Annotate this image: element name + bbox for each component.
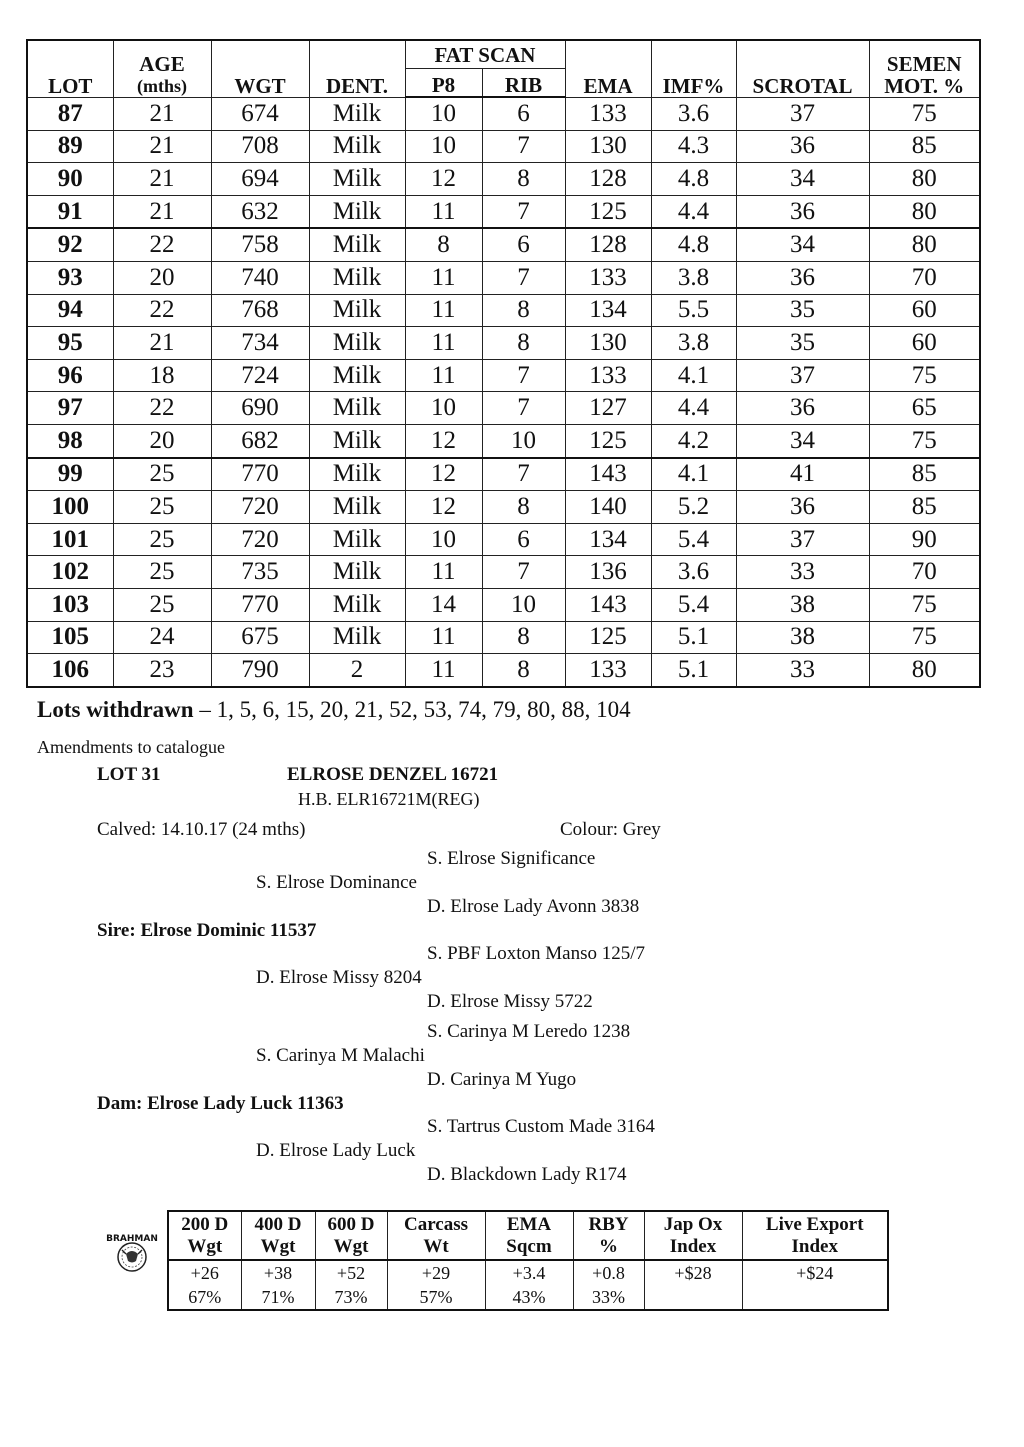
pedigree-sire-d-d: D. Elrose Missy 5722 <box>427 991 593 1012</box>
ebv-header-line2: Sqcm <box>506 1235 552 1257</box>
cell-rib: 10 <box>482 588 565 621</box>
cell-imf: 4.4 <box>651 195 736 228</box>
header-wgt: WGT <box>211 40 309 97</box>
cell-lot: 95 <box>27 327 113 360</box>
cell-p8: 11 <box>405 654 482 687</box>
header-fat-scan: FAT SCAN <box>405 40 565 69</box>
cell-dent: Milk <box>309 195 405 228</box>
table-row <box>27 327 980 360</box>
pedigree-dam-d-s: S. Tartrus Custom Made 3164 <box>427 1116 655 1137</box>
table-row <box>27 424 980 457</box>
cell-imf: 3.8 <box>651 327 736 360</box>
ebv-header-line2: Index <box>791 1235 838 1257</box>
cell-wgt: 734 <box>211 327 309 360</box>
cell-scrotal: 33 <box>736 556 869 589</box>
sale-lots-table <box>26 39 981 688</box>
cell-age: 21 <box>113 130 211 163</box>
cell-wgt: 682 <box>211 424 309 457</box>
cell-dent: Milk <box>309 588 405 621</box>
cell-scrotal: 36 <box>736 491 869 524</box>
header-dent: DENT. <box>309 40 405 97</box>
cell-ema: 133 <box>565 359 651 392</box>
ebv-value: +0.8 <box>573 1260 644 1285</box>
cell-scrotal: 37 <box>736 523 869 556</box>
cell-wgt: 708 <box>211 130 309 163</box>
cell-age: 22 <box>113 392 211 425</box>
cell-semen: 70 <box>869 261 980 294</box>
cell-p8: 11 <box>405 327 482 360</box>
cell-p8: 14 <box>405 588 482 621</box>
cell-dent: Milk <box>309 424 405 457</box>
cell-scrotal: 36 <box>736 130 869 163</box>
cell-dent: Milk <box>309 261 405 294</box>
cell-dent: Milk <box>309 228 405 261</box>
cell-dent: Milk <box>309 458 405 491</box>
ebv-header-line1: RBY <box>588 1213 629 1235</box>
cell-wgt: 632 <box>211 195 309 228</box>
ebv-value: +38 <box>241 1260 315 1285</box>
cell-lot: 92 <box>27 228 113 261</box>
table-row <box>27 556 980 589</box>
cell-scrotal: 35 <box>736 327 869 360</box>
cell-scrotal: 38 <box>736 588 869 621</box>
header-scrotal: SCROTAL <box>736 40 869 97</box>
ebv-accuracy: 73% <box>315 1285 387 1310</box>
pedigree-sire-s-s: S. Elrose Significance <box>427 848 596 869</box>
table-row <box>27 491 980 524</box>
header-age-unit: (mths) <box>137 75 187 96</box>
ebv-value: +52 <box>315 1260 387 1285</box>
cell-age: 25 <box>113 491 211 524</box>
table-row <box>27 588 980 621</box>
cell-age: 21 <box>113 195 211 228</box>
cell-rib: 8 <box>482 163 565 196</box>
cell-imf: 5.5 <box>651 294 736 327</box>
header-age <box>113 40 211 97</box>
ebv-value: +29 <box>387 1260 485 1285</box>
table-row <box>27 654 980 687</box>
ebv-header <box>644 1211 742 1260</box>
cell-lot: 96 <box>27 359 113 392</box>
pedigree-sire-d: D. Elrose Missy 8204 <box>256 967 422 988</box>
cell-p8: 8 <box>405 228 482 261</box>
cell-semen: 90 <box>869 523 980 556</box>
cell-rib: 7 <box>482 195 565 228</box>
ebv-header <box>315 1211 387 1260</box>
cell-ema: 134 <box>565 523 651 556</box>
cell-age: 18 <box>113 359 211 392</box>
table-row <box>27 359 980 392</box>
table-row <box>27 458 980 491</box>
cell-imf: 4.1 <box>651 359 736 392</box>
cell-p8: 11 <box>405 195 482 228</box>
ebv-value: +3.4 <box>485 1260 573 1285</box>
cell-semen: 85 <box>869 491 980 524</box>
ebv-header-line1: 600 D <box>327 1213 375 1235</box>
cell-age: 20 <box>113 261 211 294</box>
cell-dent: Milk <box>309 392 405 425</box>
cell-lot: 94 <box>27 294 113 327</box>
table-row <box>27 261 980 294</box>
pedigree-dam-s-s: S. Carinya M Leredo 1238 <box>427 1021 631 1042</box>
lots-withdrawn-list: – 1, 5, 6, 15, 20, 21, 52, 53, 74, 79, 80, 88, 104 <box>193 697 631 722</box>
ebv-table <box>167 1210 889 1311</box>
ebv-accuracy <box>742 1285 888 1310</box>
pedigree-sire-s-d: D. Elrose Lady Avonn 3838 <box>427 896 640 917</box>
ebv-value: +$24 <box>742 1260 888 1285</box>
cell-semen: 85 <box>869 130 980 163</box>
cell-semen: 75 <box>869 588 980 621</box>
ebv-header-line1: EMA <box>506 1213 552 1235</box>
header-rib: RIB <box>482 69 565 98</box>
cell-rib: 8 <box>482 654 565 687</box>
cell-semen: 85 <box>869 458 980 491</box>
cell-dent: Milk <box>309 294 405 327</box>
cell-dent: Milk <box>309 556 405 589</box>
cell-rib: 6 <box>482 228 565 261</box>
cell-p8: 10 <box>405 97 482 130</box>
cell-ema: 128 <box>565 228 651 261</box>
ebv-accuracy <box>644 1285 742 1310</box>
cell-scrotal: 36 <box>736 195 869 228</box>
table-row <box>27 130 980 163</box>
cell-scrotal: 41 <box>736 458 869 491</box>
header-ema: EMA <box>565 40 651 97</box>
cell-p8: 12 <box>405 491 482 524</box>
table-row <box>27 228 980 261</box>
ebv-header-line1: 200 D <box>181 1213 229 1235</box>
lots-withdrawn-label: Lots withdrawn <box>37 697 194 722</box>
amendment-lot-label: LOT 31 <box>97 764 161 785</box>
cell-dent: Milk <box>309 621 405 654</box>
cell-age: 21 <box>113 97 211 130</box>
cell-rib: 7 <box>482 556 565 589</box>
ebv-header-line2: % <box>599 1235 618 1257</box>
cell-p8: 10 <box>405 523 482 556</box>
logo-bull-head-icon <box>126 1251 138 1263</box>
cell-p8: 12 <box>405 458 482 491</box>
pedigree-dam-s: S. Carinya M Malachi <box>256 1045 425 1066</box>
cell-age: 25 <box>113 588 211 621</box>
cell-rib: 7 <box>482 130 565 163</box>
cell-p8: 11 <box>405 556 482 589</box>
ebv-header-line1: Live Export <box>765 1213 864 1235</box>
cell-age: 25 <box>113 523 211 556</box>
cell-imf: 5.4 <box>651 588 736 621</box>
table-row <box>27 392 980 425</box>
logo-text: BRAHMAN <box>106 1234 158 1244</box>
cell-semen: 65 <box>869 392 980 425</box>
cell-imf: 5.1 <box>651 621 736 654</box>
cell-wgt: 735 <box>211 556 309 589</box>
cell-imf: 5.2 <box>651 491 736 524</box>
cell-scrotal: 36 <box>736 392 869 425</box>
cell-scrotal: 37 <box>736 359 869 392</box>
table-row <box>27 195 980 228</box>
ebv-value: +26 <box>168 1260 241 1285</box>
cell-scrotal: 33 <box>736 654 869 687</box>
ebv-header <box>573 1211 644 1260</box>
ebv-accuracy: 71% <box>241 1285 315 1310</box>
cell-age: 25 <box>113 458 211 491</box>
cell-rib: 8 <box>482 621 565 654</box>
cell-ema: 143 <box>565 458 651 491</box>
table-row <box>27 621 980 654</box>
cell-wgt: 758 <box>211 228 309 261</box>
ebv-accuracy-row <box>168 1285 888 1310</box>
header-p8: P8 <box>405 69 482 98</box>
ebv-header <box>742 1211 888 1260</box>
cell-lot: 100 <box>27 491 113 524</box>
cell-imf: 4.2 <box>651 424 736 457</box>
cell-wgt: 674 <box>211 97 309 130</box>
cell-lot: 93 <box>27 261 113 294</box>
table-row <box>27 523 980 556</box>
cell-lot: 99 <box>27 458 113 491</box>
cell-lot: 102 <box>27 556 113 589</box>
cell-semen: 80 <box>869 228 980 261</box>
sale-lots-body <box>27 97 980 687</box>
cell-lot: 90 <box>27 163 113 196</box>
cell-p8: 11 <box>405 261 482 294</box>
cell-semen: 70 <box>869 556 980 589</box>
cell-ema: 125 <box>565 621 651 654</box>
header-imf: IMF% <box>651 40 736 97</box>
cell-imf: 5.4 <box>651 523 736 556</box>
cell-scrotal: 36 <box>736 261 869 294</box>
pedigree-dam-s-d: D. Carinya M Yugo <box>427 1069 577 1090</box>
ebv-value: +$28 <box>644 1260 742 1285</box>
colour: Colour: Grey <box>560 819 661 840</box>
cell-ema: 133 <box>565 97 651 130</box>
cell-rib: 6 <box>482 523 565 556</box>
cell-imf: 4.4 <box>651 392 736 425</box>
cell-imf: 4.8 <box>651 228 736 261</box>
pedigree-dam: Dam: Elrose Lady Luck 11363 <box>97 1093 344 1114</box>
cell-ema: 143 <box>565 588 651 621</box>
cell-p8: 10 <box>405 130 482 163</box>
cell-age: 20 <box>113 424 211 457</box>
cell-age: 23 <box>113 654 211 687</box>
cell-imf: 4.3 <box>651 130 736 163</box>
cell-scrotal: 37 <box>736 97 869 130</box>
cell-age: 25 <box>113 556 211 589</box>
animal-name: ELROSE DENZEL 16721 <box>287 764 499 785</box>
cell-ema: 136 <box>565 556 651 589</box>
cell-imf: 3.6 <box>651 97 736 130</box>
cell-age: 21 <box>113 163 211 196</box>
header-lot: LOT <box>27 40 113 97</box>
lots-withdrawn <box>37 697 631 723</box>
pedigree-sire-s: S. Elrose Dominance <box>256 872 417 893</box>
cell-p8: 11 <box>405 621 482 654</box>
cell-dent: 2 <box>309 654 405 687</box>
ebv-header <box>387 1211 485 1260</box>
cell-scrotal: 35 <box>736 294 869 327</box>
cell-dent: Milk <box>309 359 405 392</box>
pedigree-dam-d: D. Elrose Lady Luck <box>256 1140 416 1161</box>
cell-imf: 4.1 <box>651 458 736 491</box>
calved-date: Calved: 14.10.17 (24 mths) <box>97 819 306 840</box>
cell-lot: 98 <box>27 424 113 457</box>
cell-ema: 130 <box>565 130 651 163</box>
ebv-header-line1: Jap Ox <box>663 1213 723 1235</box>
cell-wgt: 790 <box>211 654 309 687</box>
ebv-header-row <box>168 1211 888 1260</box>
cell-rib: 8 <box>482 327 565 360</box>
header-age-label: AGE <box>139 51 185 76</box>
cell-rib: 7 <box>482 458 565 491</box>
pedigree-dam-d-d: D. Blackdown Lady R174 <box>427 1164 627 1185</box>
cell-p8: 11 <box>405 359 482 392</box>
cell-age: 22 <box>113 294 211 327</box>
cell-ema: 125 <box>565 195 651 228</box>
cell-lot: 89 <box>27 130 113 163</box>
brahman-breeders-logo <box>103 1230 161 1274</box>
cell-rib: 7 <box>482 392 565 425</box>
cell-ema: 140 <box>565 491 651 524</box>
cell-age: 22 <box>113 228 211 261</box>
ebv-header-line2: Wgt <box>333 1235 369 1257</box>
cell-dent: Milk <box>309 163 405 196</box>
cell-imf: 3.8 <box>651 261 736 294</box>
cell-lot: 101 <box>27 523 113 556</box>
cell-scrotal: 34 <box>736 228 869 261</box>
cell-p8: 12 <box>405 424 482 457</box>
cell-semen: 75 <box>869 359 980 392</box>
cell-semen: 60 <box>869 327 980 360</box>
cell-rib: 7 <box>482 261 565 294</box>
cell-semen: 80 <box>869 654 980 687</box>
cell-wgt: 770 <box>211 458 309 491</box>
cell-lot: 106 <box>27 654 113 687</box>
cell-age: 24 <box>113 621 211 654</box>
cell-rib: 8 <box>482 491 565 524</box>
cell-ema: 128 <box>565 163 651 196</box>
ebv-accuracy: 33% <box>573 1285 644 1310</box>
cell-p8: 10 <box>405 392 482 425</box>
cell-wgt: 720 <box>211 491 309 524</box>
cell-imf: 5.1 <box>651 654 736 687</box>
header-semen-label: SEMEN <box>886 51 962 76</box>
cell-lot: 105 <box>27 621 113 654</box>
ebv-header-line2: Wt <box>423 1235 449 1257</box>
cell-wgt: 675 <box>211 621 309 654</box>
cell-dent: Milk <box>309 97 405 130</box>
table-row <box>27 97 980 130</box>
cell-wgt: 724 <box>211 359 309 392</box>
ebv-header-line1: 400 D <box>254 1213 302 1235</box>
ebv-values-row <box>168 1260 888 1285</box>
cell-age: 21 <box>113 327 211 360</box>
cell-semen: 80 <box>869 195 980 228</box>
cell-dent: Milk <box>309 523 405 556</box>
ebv-header-line2: Wgt <box>187 1235 223 1257</box>
cell-rib: 8 <box>482 294 565 327</box>
cell-scrotal: 34 <box>736 163 869 196</box>
cell-lot: 103 <box>27 588 113 621</box>
cell-imf: 3.6 <box>651 556 736 589</box>
ebv-accuracy: 67% <box>168 1285 241 1310</box>
cell-dent: Milk <box>309 327 405 360</box>
cell-semen: 60 <box>869 294 980 327</box>
ebv-accuracy: 43% <box>485 1285 573 1310</box>
ebv-header <box>241 1211 315 1260</box>
cell-ema: 127 <box>565 392 651 425</box>
cell-semen: 75 <box>869 621 980 654</box>
amendments-title: Amendments to catalogue <box>37 737 225 757</box>
cell-semen: 75 <box>869 97 980 130</box>
cell-scrotal: 38 <box>736 621 869 654</box>
cell-dent: Milk <box>309 491 405 524</box>
cell-wgt: 720 <box>211 523 309 556</box>
pedigree-sire-d-s: S. PBF Loxton Manso 125/7 <box>427 943 646 964</box>
ebv-header <box>168 1211 241 1260</box>
cell-ema: 133 <box>565 654 651 687</box>
cell-ema: 133 <box>565 261 651 294</box>
cell-wgt: 768 <box>211 294 309 327</box>
cell-p8: 12 <box>405 163 482 196</box>
cell-dent: Milk <box>309 130 405 163</box>
ebv-header-line1: Carcass <box>403 1213 469 1235</box>
ebv-accuracy: 57% <box>387 1285 485 1310</box>
table-row <box>27 163 980 196</box>
cell-rib: 10 <box>482 424 565 457</box>
cell-ema: 130 <box>565 327 651 360</box>
cell-wgt: 694 <box>211 163 309 196</box>
cell-p8: 11 <box>405 294 482 327</box>
cell-wgt: 770 <box>211 588 309 621</box>
cell-lot: 91 <box>27 195 113 228</box>
cell-rib: 6 <box>482 97 565 130</box>
cell-ema: 134 <box>565 294 651 327</box>
cell-imf: 4.8 <box>651 163 736 196</box>
cell-wgt: 690 <box>211 392 309 425</box>
ebv-header <box>485 1211 573 1260</box>
cell-lot: 87 <box>27 97 113 130</box>
cell-scrotal: 34 <box>736 424 869 457</box>
ebv-header-line2: Index <box>669 1235 717 1257</box>
cell-ema: 125 <box>565 424 651 457</box>
header-semen-mot: MOT. % <box>884 73 965 98</box>
ebv-header-line2: Wgt <box>260 1235 296 1257</box>
header-semen <box>869 40 980 97</box>
cell-rib: 7 <box>482 359 565 392</box>
table-row <box>27 294 980 327</box>
cell-semen: 75 <box>869 424 980 457</box>
cell-lot: 97 <box>27 392 113 425</box>
herd-book-number: H.B. ELR16721M(REG) <box>298 789 480 809</box>
pedigree-sire: Sire: Elrose Dominic 11537 <box>97 920 317 941</box>
cell-wgt: 740 <box>211 261 309 294</box>
cell-semen: 80 <box>869 163 980 196</box>
